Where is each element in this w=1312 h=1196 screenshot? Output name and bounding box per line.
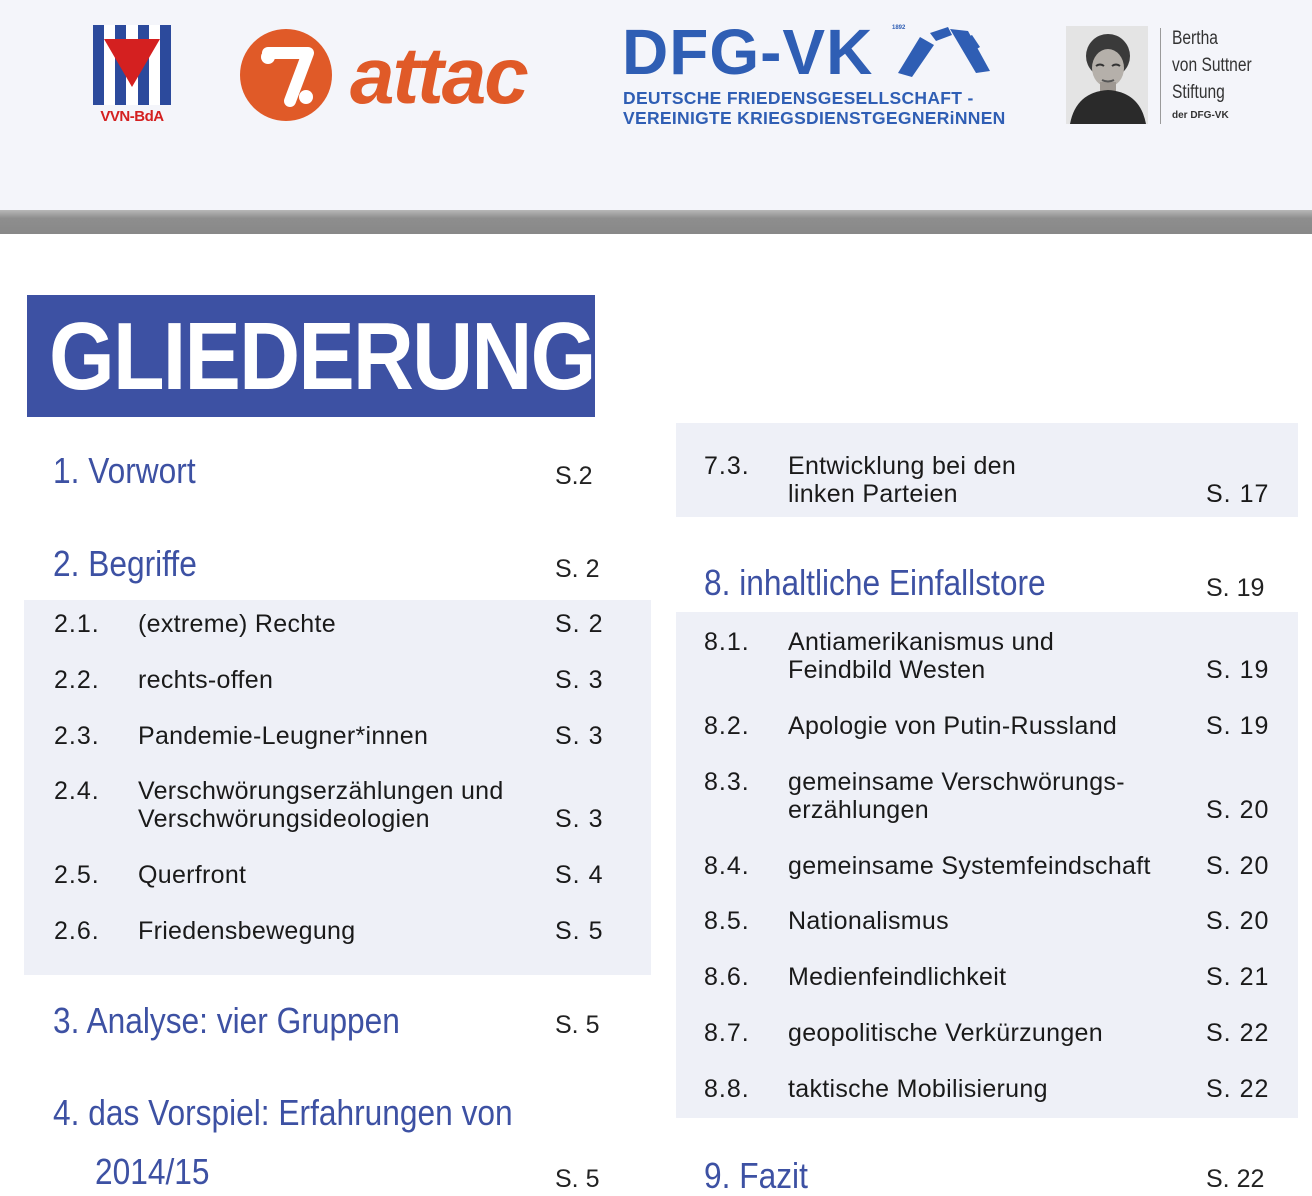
entry-8-5-label[interactable]: Nationalismus — [788, 907, 949, 935]
entry-2-3-label[interactable]: Pandemie-Leugner*innen — [138, 722, 429, 750]
entry-2-4-label-line-1[interactable]: Verschwörungserzählungen und — [138, 777, 504, 805]
entry-7-3-page: S. 17 — [1206, 480, 1270, 508]
bertha-line-1: Bertha — [1172, 28, 1218, 49]
section-3-heading[interactable]: 3. Analyse: vier Gruppen — [53, 1000, 400, 1041]
section-2-page: S. 2 — [555, 555, 600, 583]
entry-2-3-number: 2.3. — [54, 722, 100, 750]
broken-rifle-icon — [890, 27, 1000, 87]
header-logo-bar — [0, 0, 1312, 210]
entry-8-6-number: 8.6. — [704, 963, 750, 991]
entry-8-4-number: 8.4. — [704, 852, 750, 880]
bertha-von-suttner-logo — [1066, 26, 1276, 126]
entry-8-5-number: 8.5. — [704, 907, 750, 935]
entry-8-3-label-line-1[interactable]: gemeinsame Verschwörungs- — [788, 768, 1125, 796]
section-4-heading-line-2[interactable]: 2014/15 — [95, 1151, 210, 1192]
vvn-label: VVN-BdA — [100, 108, 164, 125]
entry-8-2-page: S. 19 — [1206, 712, 1270, 740]
entry-8-1-number: 8.1. — [704, 628, 750, 656]
section-9-page: S. 22 — [1206, 1165, 1265, 1193]
entry-2-5-page: S. 4 — [555, 861, 604, 889]
dfg-subtitle-2: VEREINIGTE KRIEGSDIENSTGEGNERiNNEN — [623, 108, 1006, 128]
entry-8-2-number: 8.2. — [704, 712, 750, 740]
entry-7-3-label-line-1[interactable]: Entwicklung bei den — [788, 452, 1017, 480]
entry-2-2-number: 2.2. — [54, 666, 100, 694]
entry-8-4-label[interactable]: gemeinsame Systemfeindschaft — [788, 852, 1151, 880]
section-3-page: S. 5 — [555, 1011, 600, 1039]
entry-2-6-label[interactable]: Friedensbewegung — [138, 917, 356, 945]
title-box — [27, 295, 595, 417]
entry-2-6-number: 2.6. — [54, 917, 100, 945]
bertha-divider — [1160, 28, 1161, 124]
entry-2-3-page: S. 3 — [555, 722, 604, 750]
bertha-line-3: Stiftung — [1172, 82, 1225, 103]
header-divider-bar — [0, 210, 1312, 234]
attac-wordmark: attac — [350, 31, 527, 120]
section-1-heading[interactable]: 1. Vorwort — [53, 450, 196, 491]
entry-8-3-label-line-2[interactable]: erzählungen — [788, 796, 929, 824]
entry-2-5-label[interactable]: Querfront — [138, 861, 247, 889]
entry-2-6-page: S. 5 — [555, 917, 604, 945]
entry-2-2-label[interactable]: rechts-offen — [138, 666, 274, 694]
entry-8-8-number: 8.8. — [704, 1075, 750, 1103]
section-4-heading-line-1[interactable]: 4. das Vorspiel: Erfahrungen von — [53, 1092, 513, 1133]
section-8-heading[interactable]: 8. inhaltliche Einfallstore — [704, 562, 1046, 603]
dfg-subtitle-1: DEUTSCHE FRIEDENSGESELLSCHAFT - — [623, 88, 974, 108]
page-title: GLIEDERUNG — [49, 303, 595, 410]
section-2-heading[interactable]: 2. Begriffe — [53, 543, 197, 584]
entry-2-1-number: 2.1. — [54, 610, 100, 638]
section-8-page: S. 19 — [1206, 574, 1265, 602]
entry-8-2-label[interactable]: Apologie von Putin-Russland — [788, 712, 1118, 740]
section-1-page: S.2 — [555, 462, 593, 490]
entry-8-7-number: 8.7. — [704, 1019, 750, 1047]
dfg-year: 1892 — [892, 25, 906, 31]
entry-8-1-page: S. 19 — [1206, 656, 1270, 684]
entry-7-3-label-line-2[interactable]: linken Parteien — [788, 480, 958, 508]
section-4-page: S. 5 — [555, 1165, 600, 1193]
bertha-small-label: der DFG-VK — [1172, 110, 1229, 121]
dfg-vk-logo — [622, 16, 1012, 130]
entry-2-4-number: 2.4. — [54, 777, 100, 805]
section-9-heading[interactable]: 9. Fazit — [704, 1155, 808, 1196]
vvn-bda-logo — [93, 25, 171, 127]
vvn-flag-icon — [93, 25, 171, 109]
dfg-vk-title: DFG-VK — [622, 16, 874, 88]
entry-8-7-label[interactable]: geopolitische Verkürzungen — [788, 1019, 1103, 1047]
entry-7-3-number: 7.3. — [704, 452, 750, 480]
portrait-icon — [1066, 26, 1148, 124]
entry-8-1-label-line-1[interactable]: Antiamerikanismus und — [788, 628, 1055, 656]
bertha-line-2: von Suttner — [1172, 55, 1252, 76]
entry-8-7-page: S. 22 — [1206, 1019, 1270, 1047]
attac-globe-icon — [238, 27, 334, 123]
entry-2-1-page: S. 2 — [555, 610, 604, 638]
entry-2-4-label-line-2[interactable]: Verschwörungsideologien — [138, 805, 430, 833]
entry-8-6-label[interactable]: Medienfeindlichkeit — [788, 963, 1007, 991]
entry-8-1-label-line-2[interactable]: Feindbild Westen — [788, 656, 986, 684]
entry-8-6-page: S. 21 — [1206, 963, 1270, 991]
entry-2-2-page: S. 3 — [555, 666, 604, 694]
attac-logo — [238, 30, 568, 120]
entry-8-3-number: 8.3. — [704, 768, 750, 796]
entry-8-5-page: S. 20 — [1206, 907, 1270, 935]
entry-8-4-page: S. 20 — [1206, 852, 1270, 880]
entry-2-5-number: 2.5. — [54, 861, 100, 889]
entry-2-1-label[interactable]: (extreme) Rechte — [138, 610, 336, 638]
entry-2-4-page: S. 3 — [555, 805, 604, 833]
entry-8-8-page: S. 22 — [1206, 1075, 1270, 1103]
entry-8-3-page: S. 20 — [1206, 796, 1270, 824]
entry-8-8-label[interactable]: taktische Mobilisierung — [788, 1075, 1048, 1103]
